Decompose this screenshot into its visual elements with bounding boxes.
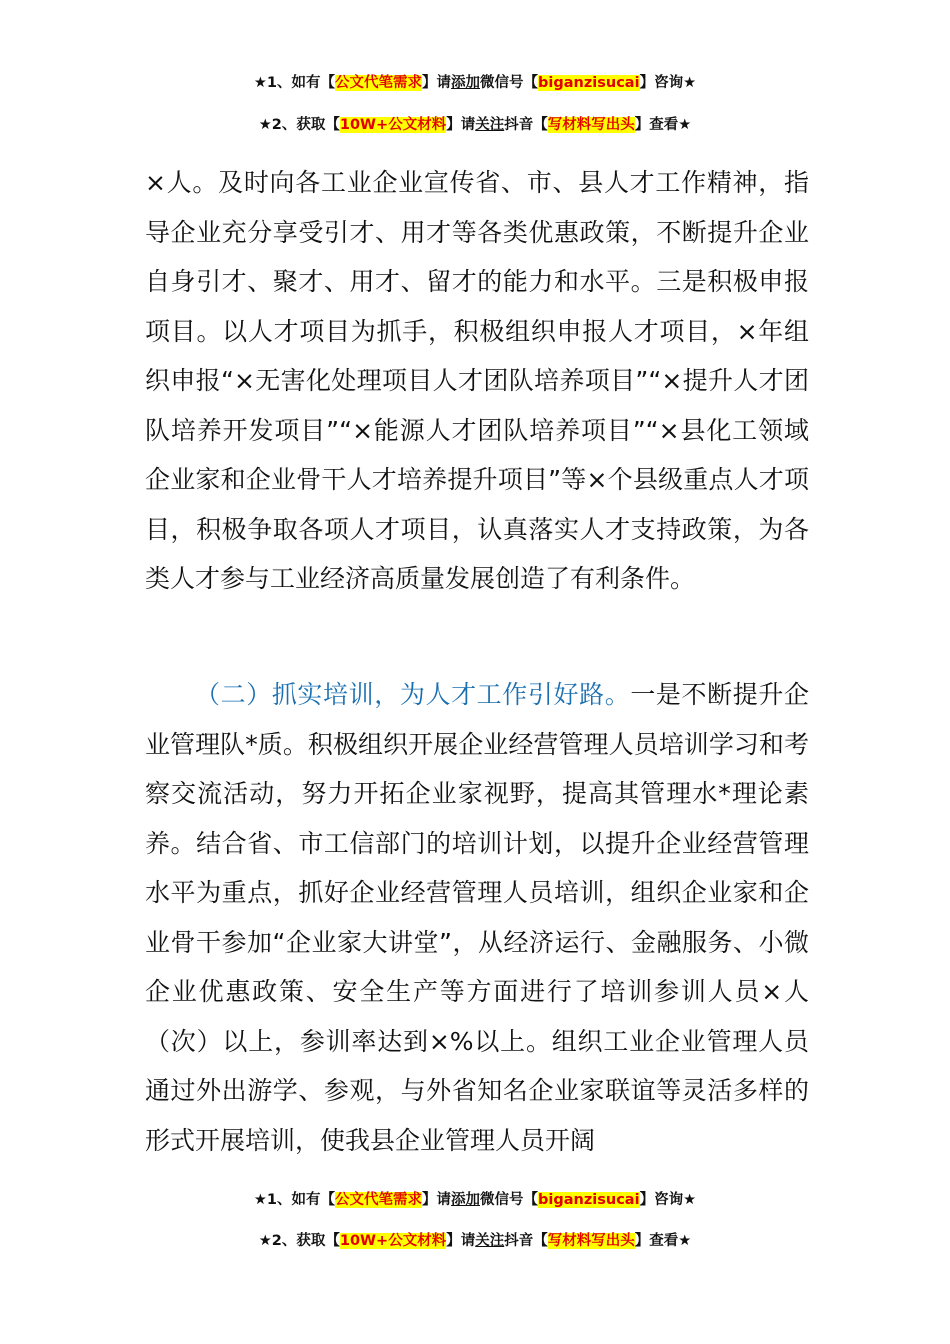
banner-mid: 抖音【 <box>504 117 548 133</box>
banner-prefix: ★1、如有【 <box>253 1192 336 1208</box>
banner-highlight-wechat: biganzisucai <box>538 1192 640 1208</box>
section-heading: （二）抓实培训，为人才工作引好路。 <box>195 680 631 709</box>
body-paragraph-1: ×人。及时向各工业企业宣传省、市、县人才工作精神，指导企业充分享受引才、用才等各类优惠政策，不断提升企业自身引才、聚才、用才、留才的能力和水平。三是积极申报项目。以人才项目为抓手，积极组织申报人才项目，×年组织申报“×无害化处理项目人才团队培养项目”“×提升人才团队培养开发项目”“×能源人才团队培养项目”“×县化工领域企业家和企业骨干人才培养提升项目”等×个县级重点人才项目，积极争取各项人才项目，认真落实人才支持政策，为各类人才参与工业经济高质量发展创造了有利条件。 <box>145 168 809 593</box>
banner-suffix: 】查看★ <box>634 117 692 133</box>
banner-suffix: 】查看★ <box>634 1233 692 1249</box>
banner-highlight-douyin: 写材料写出头 <box>547 1233 635 1249</box>
banner-suffix: 】咨询★ <box>639 75 697 91</box>
banner-suffix: 】咨询★ <box>639 1192 697 1208</box>
banner-highlight-wechat: biganzisucai <box>538 75 640 91</box>
banner-highlight-douyin: 写材料写出头 <box>547 117 635 133</box>
banner-prefix: ★2、获取【 <box>258 117 340 133</box>
banner-underlined: 关注 <box>475 117 505 133</box>
banner-highlight-materials: 10W+公文材料 <box>339 117 447 133</box>
banner-underlined: 添加 <box>451 75 481 91</box>
body-paragraph-2 <box>145 670 809 1165</box>
banner-prefix: ★2、获取【 <box>258 1233 340 1249</box>
header-banner-line2 <box>0 113 950 134</box>
banner-underlined: 添加 <box>451 1192 481 1208</box>
banner-highlight-service: 公文代笔需求 <box>335 1192 423 1208</box>
footer-banner-line1 <box>0 1188 950 1209</box>
banner-prefix: ★1、如有【 <box>253 75 336 91</box>
banner-highlight-materials: 10W+公文材料 <box>339 1233 447 1249</box>
banner-mid: 】请 <box>422 1192 452 1208</box>
banner-mid: 微信号【 <box>480 75 539 91</box>
body-paragraph-2-text: 一是不断提升企业管理队*质。积极组织开展企业经营管理人员培训学习和考察交流活动，努力开拓企业家视野，提高其管理水*理论素养。结合省、市工信部门的培训计划，以提升企业经营管理水平为重点，抓好企业经营管理人员培训，组织企业家和企业骨干参加“企业家大讲堂”，从经济运行、金融服务、小微企业优惠政策、安全生产等方面进行了培训参训人员×人（次）以上，参训率达到×%以上。组织工业企业管理人员通过外出游学、参观，与外省知名企业家联谊等灵活多样的形式开展培训，使我县企业管理人员开阔 <box>145 680 809 1155</box>
banner-mid: 】请 <box>446 1233 476 1249</box>
banner-mid: 微信号【 <box>480 1192 539 1208</box>
banner-mid: 】请 <box>446 117 476 133</box>
banner-underlined: 关注 <box>475 1233 505 1249</box>
banner-mid: 抖音【 <box>504 1233 548 1249</box>
footer-banner-line2 <box>0 1229 950 1250</box>
banner-highlight-service: 公文代笔需求 <box>335 75 423 91</box>
banner-mid: 】请 <box>422 75 452 91</box>
header-banner-line1 <box>0 71 950 92</box>
